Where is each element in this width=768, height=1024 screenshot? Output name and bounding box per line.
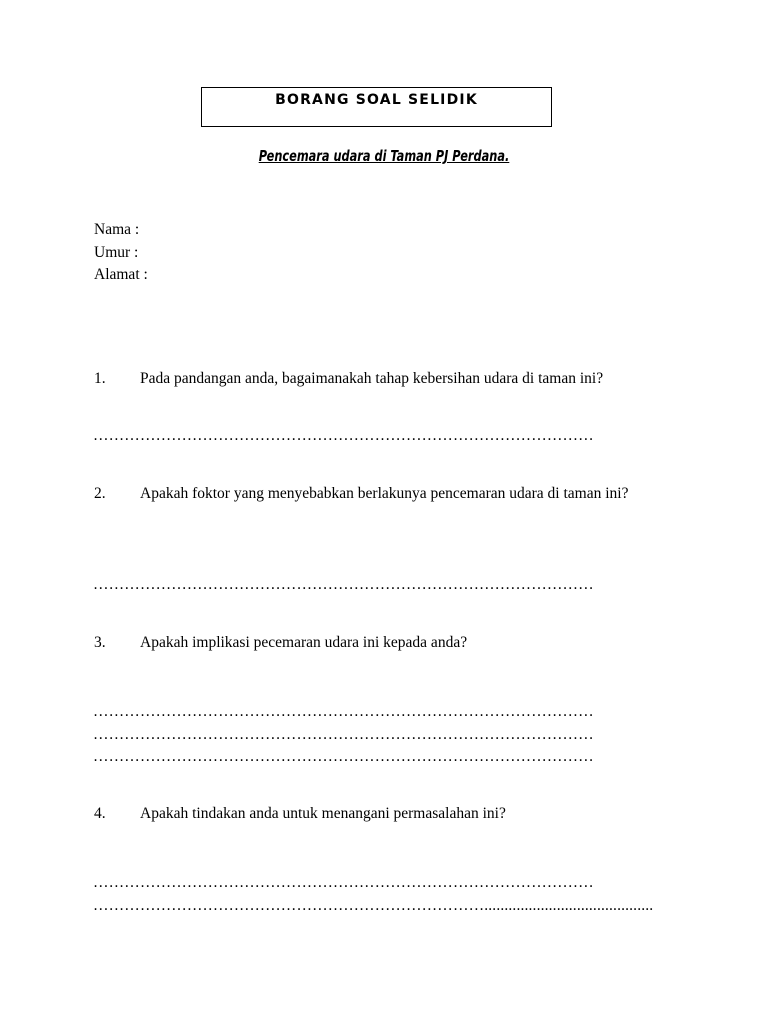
form-title: BORANG SOAL SELIDIK [275,92,478,108]
question-number: 2. [94,485,106,502]
question-2 [94,482,694,505]
answer-line: …………………………………………………………………………………… [93,748,594,765]
address-label: Alamat : [94,266,148,283]
answer-line: …………………………………………………………………………………… [93,874,594,891]
age-label: Umur : [94,243,139,261]
answer-area-3[interactable] [93,701,673,769]
answer-area-4[interactable] [93,872,673,917]
question-text: Apakah foktor yang menyebabkan berlakunya pencemaran udara di taman ini? [140,485,629,502]
respondent-fields [94,219,148,287]
question-text: Pada pandangan anda, bagaimanakah tahap kebersihan udara di taman ini? [140,370,604,387]
question-text: Apakah tindakan anda untuk menangani permasalahan ini? [140,805,506,822]
answer-line: …………………………………………………………………………………… [93,427,594,444]
name-label: Nama : [94,221,140,238]
question-3 [94,631,694,654]
question-4 [94,802,694,825]
form-subtitle: Pencemara udara di Taman PJ Perdana. [258,147,510,165]
answer-area-2[interactable] [93,574,673,597]
title-box [201,87,552,127]
question-number: 1. [94,370,106,387]
answer-line: …………………………………………………………………………………… [93,703,594,720]
answer-area-1[interactable] [93,425,673,448]
question-1 [94,367,694,390]
question-number: 4. [94,805,106,822]
answer-line: …………………………………………………………………………………… [93,576,594,593]
answer-line: …………………………………………………………………………………… [93,725,594,743]
answer-line: ………………………………………………………………….......................................... [93,896,654,914]
question-number: 3. [94,634,106,651]
question-text: Apakah implikasi pecemaran udara ini kepada anda? [140,634,468,651]
